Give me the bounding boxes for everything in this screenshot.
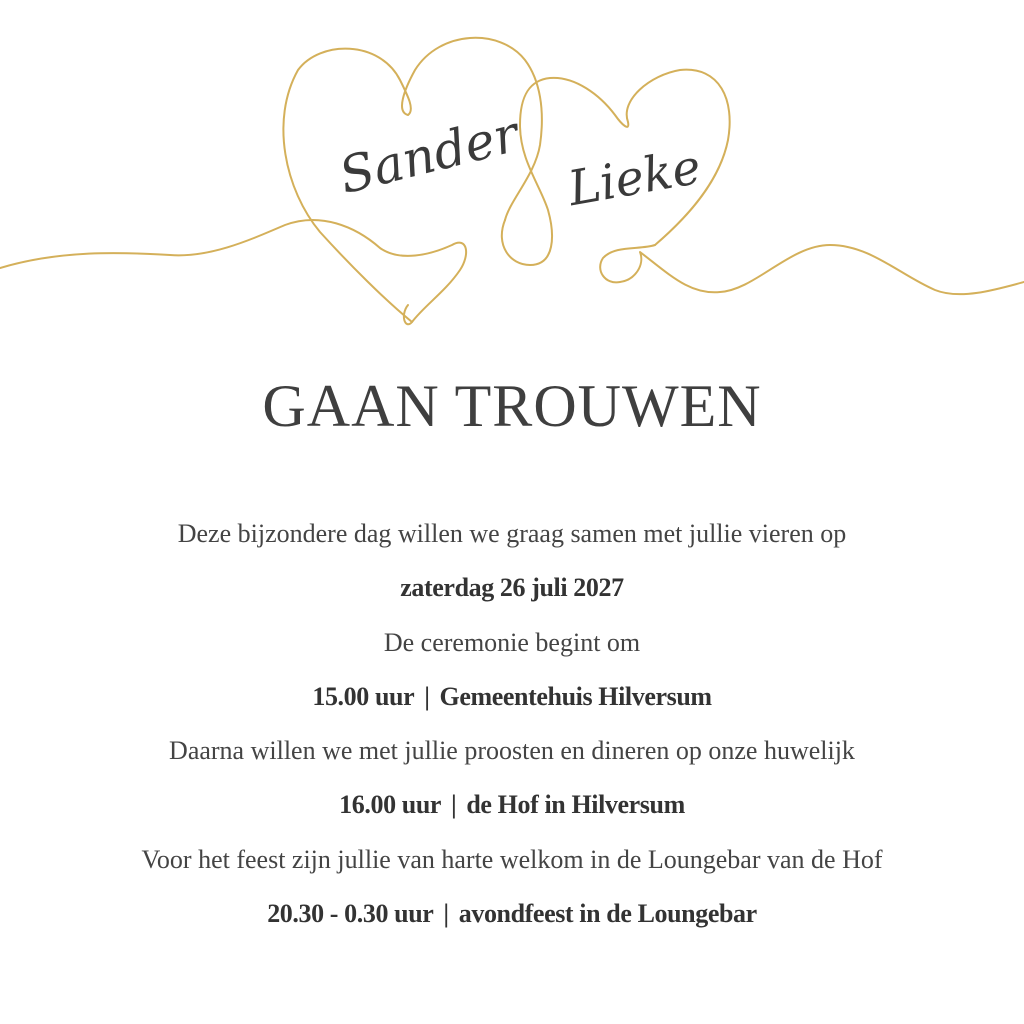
- invitation-title: GAAN TROUWEN: [262, 373, 762, 439]
- ceremony-intro: De ceremonie begint om: [383, 627, 641, 657]
- ceremony-place: Gemeentehuis Hilversum: [439, 681, 712, 711]
- heart-right: [600, 245, 1024, 294]
- dinner-place: de Hof in Hilversum: [466, 790, 685, 820]
- party-line: [0, 894, 1024, 948]
- intro-text: Deze bijzondere dag willen we graag samen met jullie vieren op: [177, 519, 847, 548]
- party-time: 20.30 - 0.30 uur: [267, 899, 434, 929]
- ceremony-line: [0, 677, 1024, 731]
- name-left: Sander: [333, 104, 525, 206]
- separator: |: [443, 899, 449, 929]
- dinner-intro: Daarna willen we met jullie proosten en dineren op onze huwelijk: [169, 736, 855, 766]
- dinner-time: 16.00 uur: [339, 790, 442, 820]
- hearts-line-illustration: [0, 0, 1024, 340]
- wedding-date: zaterdag 26 juli 2027: [400, 573, 624, 603]
- invitation-details: [0, 514, 1024, 948]
- party-place: avondfeest in de Loungebar: [458, 899, 757, 929]
- name-right: Lieke: [564, 138, 705, 218]
- separator: |: [451, 790, 457, 820]
- party-intro: Voor het feest zijn jullie van harte welkom in de Loungebar van de Hof: [141, 844, 883, 874]
- separator: |: [424, 681, 430, 711]
- dinner-line: [0, 785, 1024, 839]
- ceremony-time: 15.00 uur: [312, 681, 415, 711]
